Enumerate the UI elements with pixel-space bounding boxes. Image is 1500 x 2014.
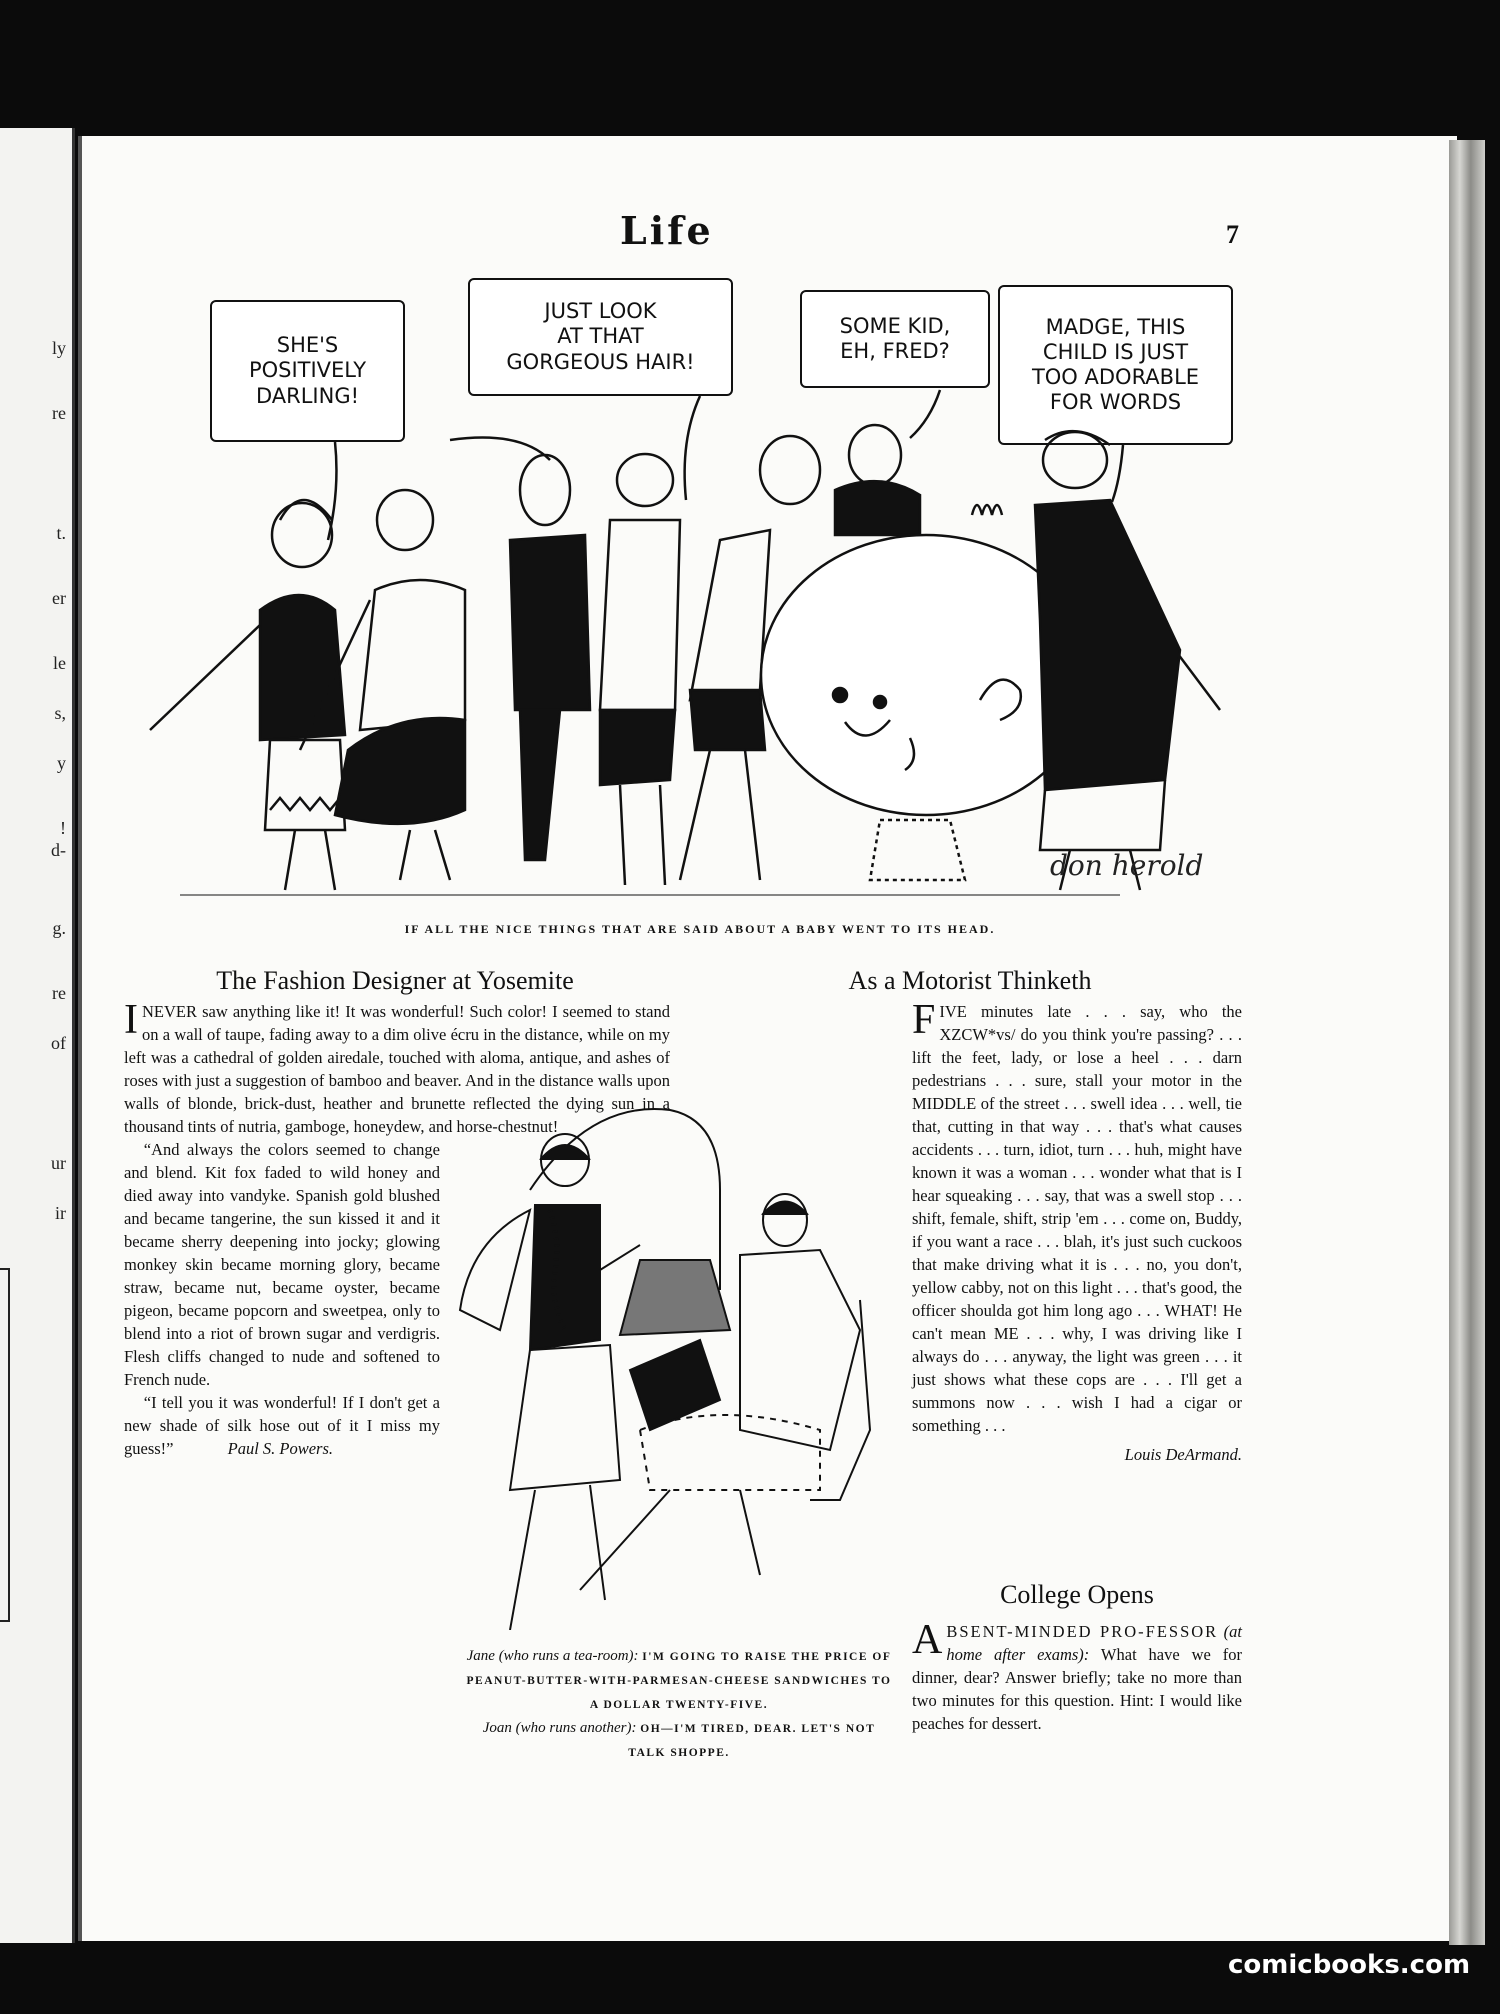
caption-text-jane: I'M GOING TO RAISE THE PRICE OF PEANUT-BUTTER-WITH-PARMESAN-CHEESE SANDWICHES TO A DOLLAR TWENTY-FIVE. [466,1651,892,1711]
facing-text-fragment: re [52,403,66,423]
facing-text-fragment: y [57,753,66,773]
caption-text-joan: OH—I'M TIRED, DEAR. LET'S NOT TALK SHOPPE. [628,1723,876,1759]
facing-text-fragment: ir [55,1203,66,1223]
motorist-text: IVE minutes late . . . say, who the XZCW*vs/ do you think you're passing? . . . lift the feet, lady, or lose a heel . . . darn pedestrians . . . sure, stall your motor in the MIDDLE of the street . . . swell idea . . . well, tie that, cutting in that way . . . that's what causes accidents . . . turn, idiot, turn . . . huh, might have known it was a woman . . . wonder what that is I hear squeaking . . . say, that was a swell stop . . . shift, female, shift, strip 'em . . . come on, Buddy, if you want a race . . . blah, it's just such cuckoos that make driving what it is . . . no, you don't, yellow cabby, not on this light . . . that's good, the officer shoulda got him long ago . . . WHAT! He can't mean ME . . . why, I was driving like I always do . . . anyway, the light was green . . . it just shows what these cops are . . . I'll get a summons now . . . wish I had a cigar or something . . . [912,1002,1242,1435]
speech-bubble-2: JUST LOOK AT THAT GORGEOUS HAIR! [468,278,733,396]
facing-text-fragment: s, [54,703,66,723]
motorist-dropcap: F [912,997,936,1043]
motorist-headline: As a Motorist Thinketh [848,966,1092,995]
facing-page-edge [0,128,75,1943]
fashion-author: Paul S. Powers. [227,1439,334,1458]
fashion-article [124,997,670,1460]
facing-page-illustration-edge [0,1268,10,1622]
baby-cartoon-illustration [120,290,1250,910]
speech-bubble-3: SOME KID, EH, FRED? [800,290,990,388]
college-article [912,1617,1243,1735]
fashion-paragraph-3: “I tell you it was wonderful! If I don't get a new shade of silk hose out of it I miss my guess!” [124,1393,440,1458]
facing-text-fragment: le [53,653,66,673]
college-headline: College Opens [1000,1580,1154,1609]
fashion-paragraph-2: “And always the colors seemed to change and blend. Kit fox faded to wild honey and died away into vandyke. Spanish gold blushed and became tangerine, the sun kissed it and it became sherry deepening into jocky; glowing monkey skin became morning glory, became straw, became nut, became oyster, became pigeon, became popcorn and sweetpea, only to blend into a riot of brown sugar and verdigris. Flesh cliffs changed to nude and softened to French nude. [124,1140,440,1389]
facing-text-fragment: ly [51,338,66,358]
cartoon-caption: IF ALL THE NICE THINGS THAT ARE SAID ABOUT A BABY WENT TO ITS HEAD. [404,922,996,936]
caption-role-jane: (who runs a tea-room): [498,1648,639,1664]
masthead-title: Life [620,208,714,253]
facing-text-fragment: g. [52,918,66,938]
fashion-paragraph-1: NEVER saw anything like it! It was wonderful! Such color! I seemed to stand on a wall of taupe, fading away to a dim olive écru in the distance, while on my left was a cathedral of golden airedale, touched with aloma, antique, and ashes of roses with just a suggestion of bamboo and beaver. And in the distance walls upon walls of blonde, brick-dust, heather and brunette reflected the dying sun in a thousand tints of nutria, gamboge, honeydew, and horse-chestnut! [124,1002,670,1136]
college-text: What have we for dinner, dear? Answer briefly; take no more than two minutes for this question. Hint: I would like peaches for dessert. [912,1645,1243,1733]
college-lead: BSENT-MINDED PRO-FESSOR [946,1622,1219,1641]
facing-text-fragment: er [52,588,66,608]
facing-text-fragment: t. [56,523,66,543]
facing-text-fragment: ! [60,818,66,838]
page-stack-edge [1449,140,1485,1945]
page-number: 7 [1226,220,1239,249]
artist-signature: don herold [1050,849,1204,882]
fashion-dropcap: I [124,997,138,1043]
speech-bubble-4: MADGE, THIS CHILD IS JUST TOO ADORABLE FOR WORDS [998,285,1233,445]
fashion-headline: The Fashion Designer at Yosemite [216,966,574,995]
motorist-author: Louis DeArmand. [1124,1445,1242,1464]
facing-text-fragment: of [51,1033,66,1053]
tea-room-caption [464,1645,894,1765]
speech-bubble-1: SHE'S POSITIVELY DARLING! [210,300,405,442]
motorist-article [912,997,1242,1466]
college-dropcap: A [912,1617,943,1663]
facing-text-fragment: ur [51,1153,66,1173]
facing-text-fragment: re [52,983,66,1003]
facing-text-fragment: d- [51,840,66,860]
college-stage-direction: (at home after exams): [946,1622,1242,1664]
site-watermark: comicbooks.com [1228,1950,1471,1980]
tea-room-illustration [440,1070,910,1630]
caption-speaker-jane: Jane [466,1648,495,1664]
caption-speaker-joan: Joan [482,1720,512,1736]
caption-role-joan: (who runs another): [515,1720,637,1736]
